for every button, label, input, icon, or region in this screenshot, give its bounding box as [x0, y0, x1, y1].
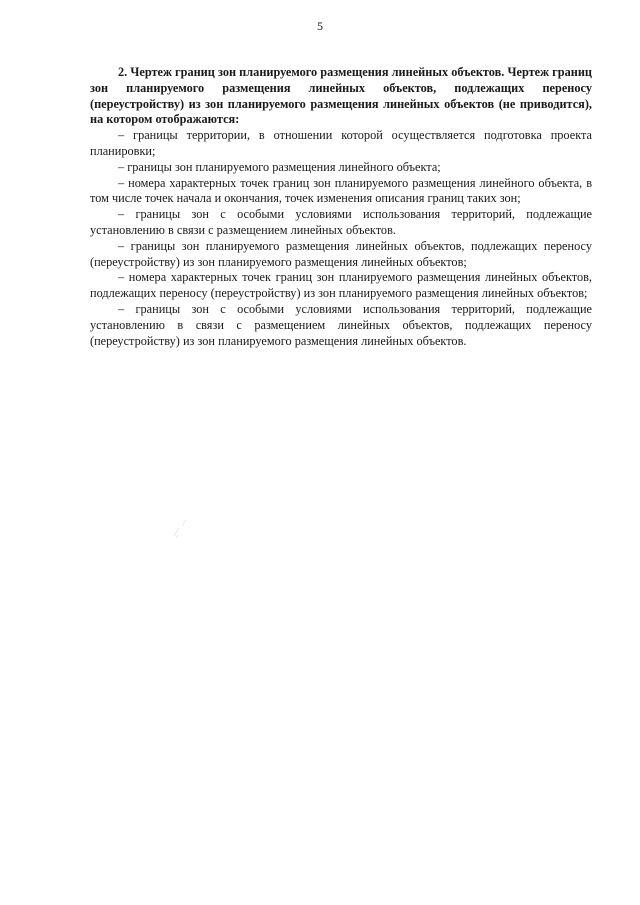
scan-artifact-mark	[170, 516, 192, 540]
list-item: – границы территории, в отношении которой осуществляется подготовка проекта планировки;	[90, 128, 592, 158]
list-item: – границы зон планируемого размещения линейных объектов, подлежащих переносу (переустройству) из зон планируемого размещения линейных объектов;	[90, 238, 592, 269]
page-number: 5	[317, 19, 323, 33]
list-item: – границы зон планируемого размещения линейного объекта;	[118, 159, 441, 174]
section-content	[90, 65, 592, 349]
list-item: – границы зон с особыми условиями использования территорий, подлежащие установлению в связи с размещением линейных объектов.	[90, 207, 592, 237]
list-item: – номера характерных точек границ зон планируемого размещения линейного объекта, в том числе точек начала и окончания, точек изменения описания границ таких зон;	[90, 175, 592, 206]
section-heading: 2. Чертеж границ зон планируемого размещения линейных объектов. Чертеж границ зон планируемого размещения линейных объектов, подлежащих переносу (переустройству) из зон планируемого размещения линейных объектов (не приводится), на котором отображаются:	[90, 65, 592, 127]
list-item: – границы зон с особыми условиями использования территорий, подлежащие установлению в связи с размещением линейных объектов, подлежащих переносу (переустройству) из зон планируемого размещения линейных объектов.	[90, 301, 592, 348]
list-item: – номера характерных точек границ зон планируемого размещения линейных объектов, подлежащих переносу (переустройству) из зон планируемого размещения линейных объектов;	[90, 270, 592, 301]
